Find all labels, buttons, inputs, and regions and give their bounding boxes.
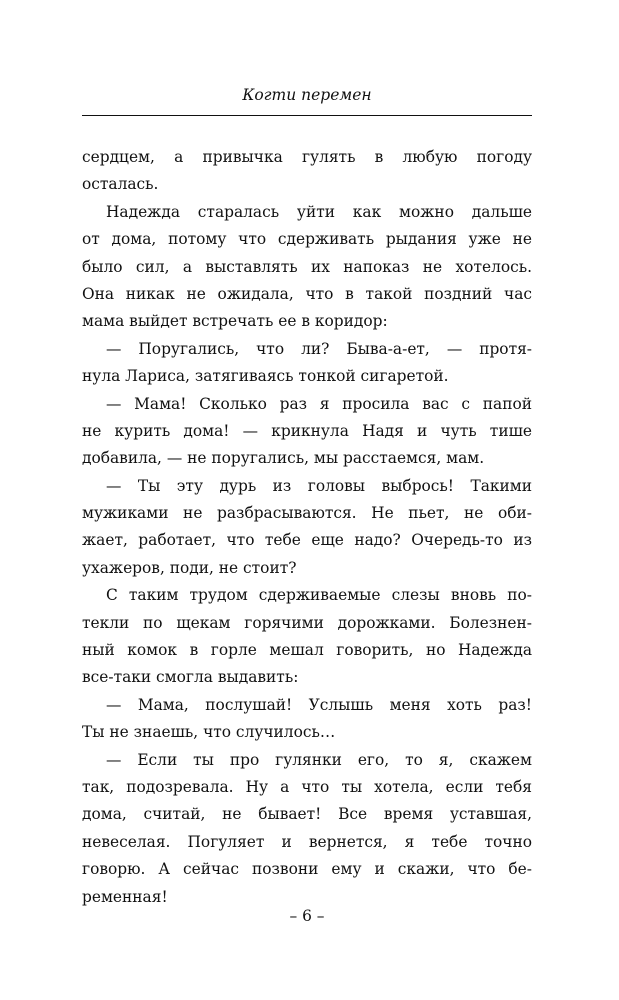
text-line: добавила, — не поругались, мы расстаемся, мам. [82, 449, 485, 468]
text-line: Ты не знаешь, что случилось… [82, 723, 336, 742]
text-line: С таким трудом сдерживаемые слезы вновь по- [106, 586, 532, 605]
text-line: мужиками не разбрасываются. Не пьет, не оби- [82, 504, 532, 523]
text-line: сердцем, а привычка гулять в любую погоду [82, 148, 532, 166]
text-line: так, подозревала. Ну а что ты хотела, если тебя [82, 777, 532, 796]
text-line: — Поругались, что ли? Быва-а-ет, — протя- [106, 339, 532, 358]
text-line: мама выйдет встречать ее в коридор: [82, 312, 388, 331]
text-line: нула Лариса, затягиваясь тонкой сигаретой. [82, 367, 449, 386]
body-text [82, 144, 532, 911]
text-line: текли по щекам горячими дорожками. Болезнен- [82, 613, 532, 632]
text-line: — Если ты про гулянки его, то я, скажем [106, 750, 532, 769]
text-line: все-таки смогла выдавить: [82, 668, 299, 687]
header-rule [82, 115, 532, 116]
text-line: от дома, потому что сдерживать рыдания уже не [82, 230, 532, 249]
page-number: – 6 – [289, 907, 325, 925]
text-line: не курить дома! — крикнула Надя и чуть тише [82, 421, 532, 440]
text-line: осталась. [82, 175, 159, 194]
text-line: дома, считай, не бывает! Все время уставшая, [82, 805, 532, 824]
text-line: говорю. А сейчас позвони ему и скажи, что бе- [82, 860, 532, 879]
running-header: Когти перемен [242, 86, 372, 104]
text-line: — Мама, послушай! Услышь меня хоть раз! [106, 695, 532, 714]
text-line: было сил, а выставлять их напоказ не хотелось. [82, 257, 532, 276]
text-line: ухажеров, поди, не стоит? [82, 558, 297, 577]
text-line: невеселая. Погуляет и вернется, я тебе точно [82, 832, 532, 851]
text-line: жает, работает, что тебе еще надо? Очередь-то из [82, 531, 532, 550]
text-line: ременная! [82, 887, 168, 906]
text-line: — Ты эту дурь из головы выбрось! Такими [106, 476, 532, 495]
text-line: Она никак не ожидала, что в такой поздний час [82, 284, 532, 303]
text-line: ный комок в горле мешал говорить, но Надежда [82, 641, 532, 660]
text-line: — Мама! Сколько раз я просила вас с папой [106, 394, 532, 413]
text-line: Надежда старалась уйти как можно дальше [106, 202, 532, 221]
